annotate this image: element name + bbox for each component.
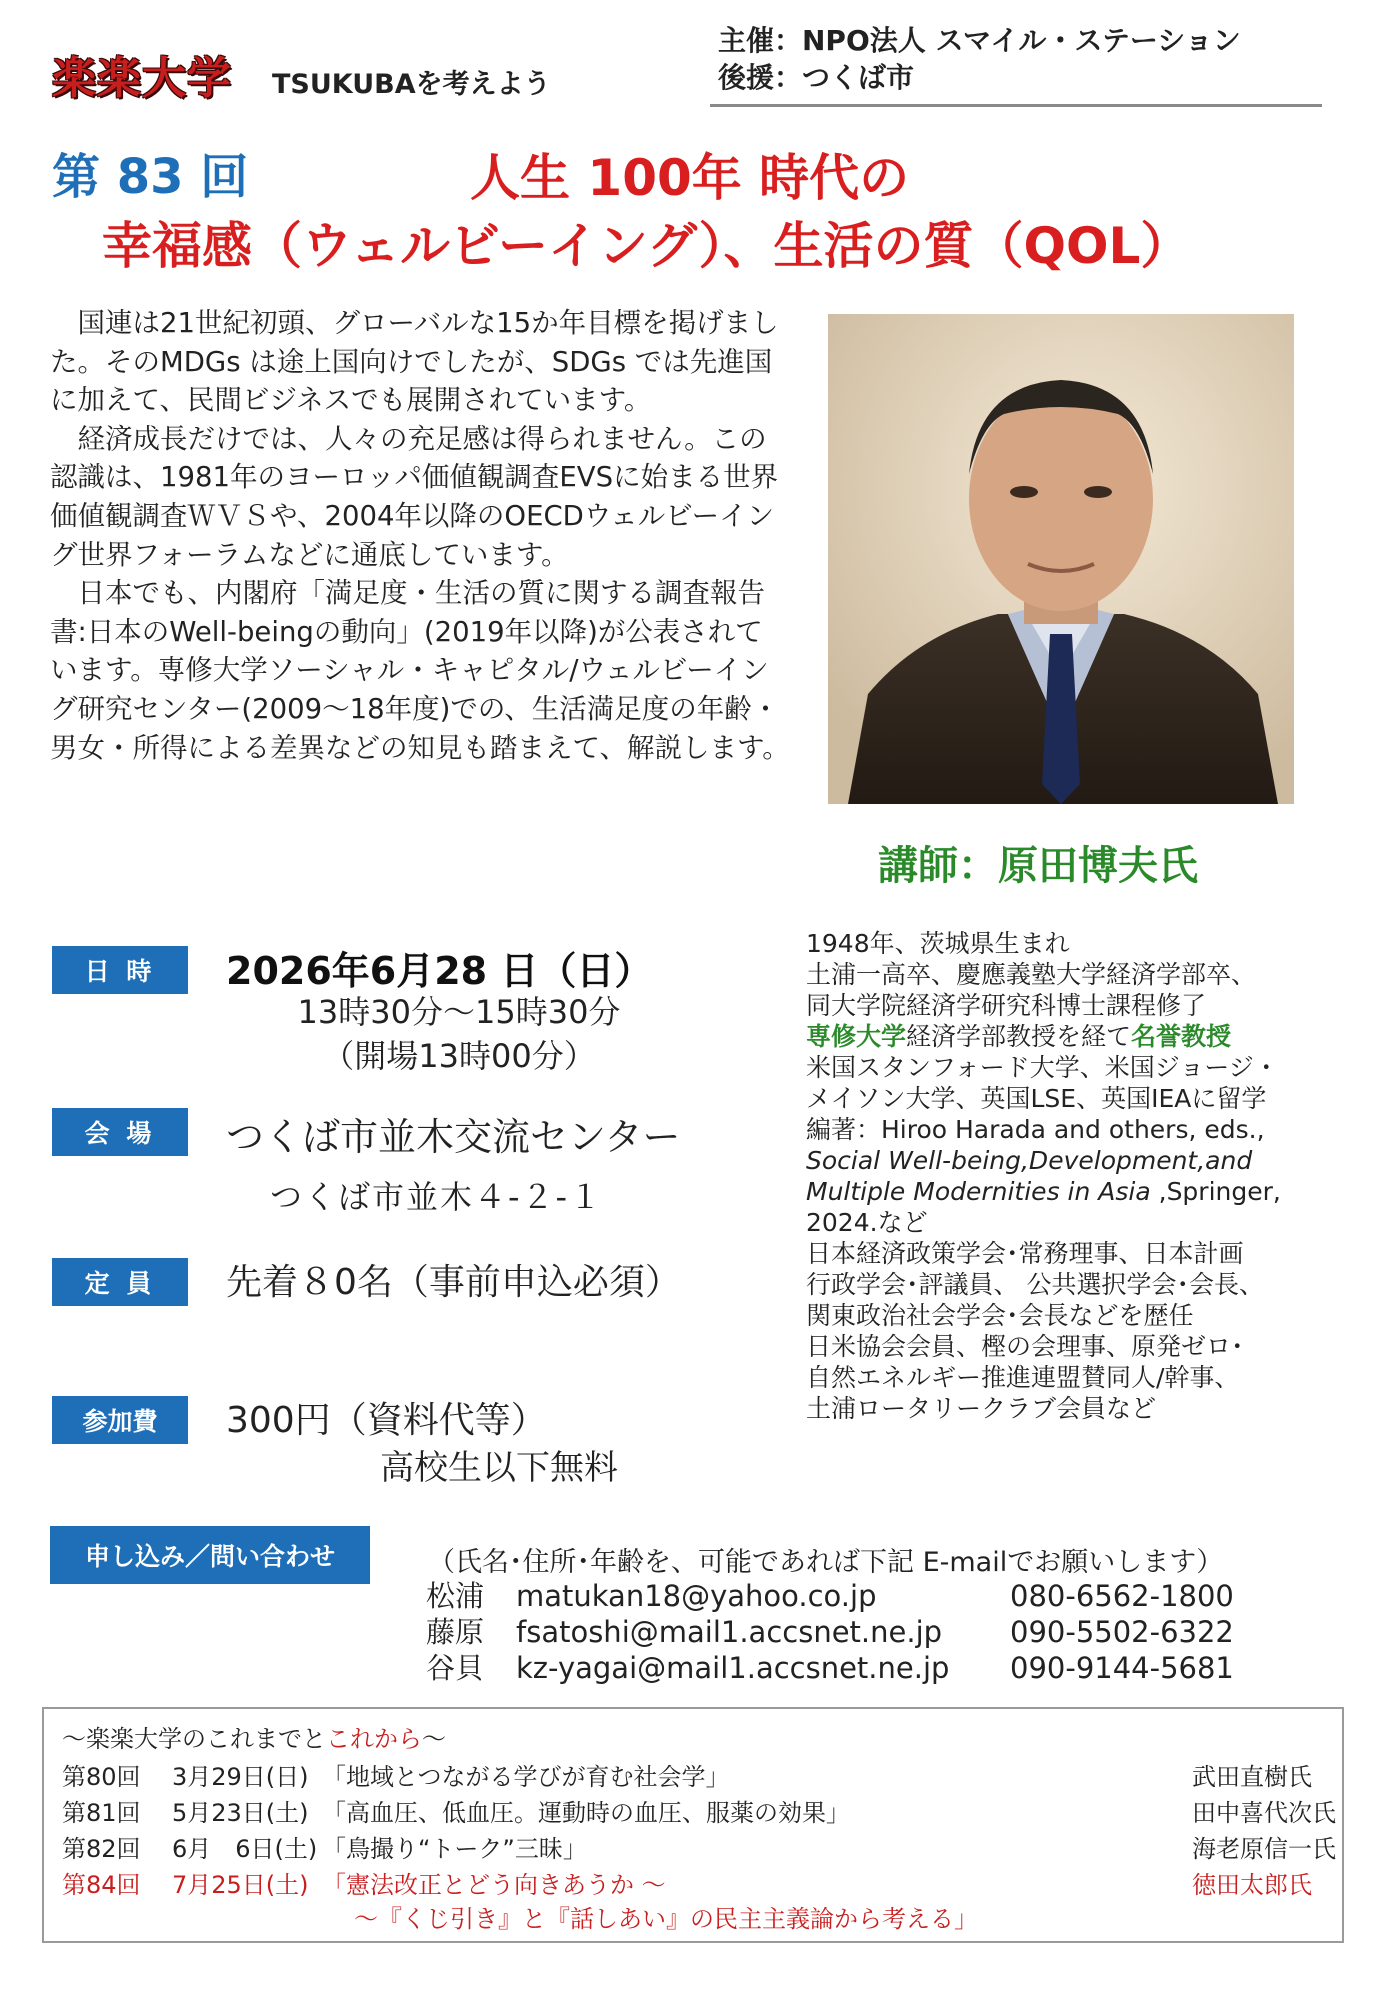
contact-phone: 090-5502-6322 [1010,1615,1234,1649]
session-number: 第 83 回 [52,149,249,205]
history-date: 7月25日(土) [172,1871,309,1899]
contact-row [426,1578,1234,1614]
venue-name: つくば市並木交流センター [226,1115,681,1159]
bio-line: 2024.など [806,1208,928,1237]
bio-text: 経済学部教授を経て [906,1022,1132,1051]
history-date: 3月29日(日) [172,1763,309,1791]
history-date: 5月23日(土) [172,1799,309,1827]
intro-paragraph: 経済成長だけでは、人々の充足感は得られません。この認識は、1981年のヨーロッパ価値観調査EVSに始まる世界価値観調査ＷＶＳや、2004年以降のOECDウェルビーイング世界フォーラムなどに通底しています。 [50,422,779,571]
history-speaker: 海老原信一氏 [1192,1835,1336,1863]
bio-line: Social Well-being,Development,and [806,1146,1253,1175]
history-number: 第81回 [62,1799,141,1827]
bio-line: 米国スタンフォード大学、米国ジョージ・ [806,1053,1279,1082]
organizer: 主催：NPO法人 スマイル・ステーション [718,24,1241,57]
contact-name: 松浦 [426,1579,485,1613]
history-title-text: ～楽楽大学のこれまでと [62,1725,326,1753]
lecturer-name: 講師：原田博夫氏 [878,843,1198,889]
event-date: 2026年6月28 日（日） [226,949,653,993]
bio-line: 同大学院経済学研究科博士課程修了 [806,991,1207,1020]
history-number: 第84回 [62,1871,141,1899]
bio-publisher: ,Springer, [1150,1177,1281,1206]
history-number: 第80回 [62,1763,141,1791]
history-topic: 「憲法改正とどう向きあうか ～ [322,1871,666,1899]
history-subtitle: ～『くじ引き』と『話しあい』の民主主義論から考える」 [354,1905,978,1933]
history-topic: 「高血圧、低血圧。運動時の血圧、服薬の効果」 [322,1799,850,1827]
contact-name: 谷貝 [426,1651,485,1685]
fee: 300円（資料代等） [226,1400,547,1441]
history-speaker: 徳田太郎氏 [1192,1871,1312,1899]
history-title-text: ～ [422,1725,446,1753]
bio-line: 土浦一高卒、慶應義塾大学経済学部卒、 [806,960,1257,989]
bio-line: 日本経済政策学会･常務理事、日本計画 [806,1239,1244,1268]
capacity-label: 定 員 [52,1258,188,1306]
bio-line: 編著：Hiroo Harada and others, eds., [806,1115,1265,1144]
contact-email[interactable]: kz-yagai@mail1.accsnet.ne.jp [516,1651,950,1685]
bio-book-title: Multiple Modernities in Asia [806,1177,1151,1206]
capacity: 先着８0名（事前申込必須） [226,1262,681,1303]
contact-phone: 080-6562-1800 [1010,1579,1234,1613]
doors-open: （開場13時00分） [322,1037,596,1075]
contact-label: 申し込み／問い合わせ [50,1526,370,1584]
intro-text [50,304,790,767]
contact-row [426,1650,1234,1686]
bio-line: 日米協会会員、樫の会理事、原発ゼロ･ [806,1332,1244,1361]
organizer-block [718,22,1241,96]
history-number: 第82回 [62,1835,141,1863]
history-box [42,1707,1344,1943]
logo: 楽楽大学 [52,53,232,104]
bio-line: 土浦ロータリークラブ会員など [806,1394,1157,1423]
history-topic: 「鳥撮り“トーク”三昧」 [322,1835,587,1863]
lecturer-photo [828,314,1294,804]
supporter: 後援：つくば市 [718,61,915,94]
bio-line: メイソン大学、英国LSE、英国IEAに留学 [806,1084,1267,1113]
contact-note: （氏名･住所･年齢を、可能であれば下記 E-mailでお願いします） [428,1547,1224,1578]
fee-note: 高校生以下無料 [380,1448,618,1488]
bio-line: 自然エネルギー推進連盟賛同人/幹事、 [806,1363,1240,1392]
contact-email[interactable]: matukan18@yahoo.co.jp [516,1579,877,1613]
event-time-block [276,990,642,1078]
history-title-highlight: これから [326,1725,422,1753]
history-speaker: 田中喜代次氏 [1192,1799,1336,1827]
contact-email[interactable]: fsatoshi@mail1.accsnet.ne.jp [516,1615,943,1649]
date-label: 日 時 [52,946,188,994]
bio-line: 行政学会･評議員、 公共選択学会･会長、 [806,1270,1264,1299]
venue-address: つくば市並木４-２-１ [270,1178,604,1216]
title-line-2: 幸福感（ウェルビーイング）、生活の質（QOL） [102,217,1191,275]
bio-university: 専修大学 [806,1022,907,1051]
bio-line: 関東政治社会学会･会長などを歴任 [806,1301,1194,1330]
history-speaker: 武田直樹氏 [1192,1763,1312,1791]
history-title [62,1719,446,1754]
history-date: 6月 6日(土) [172,1835,318,1863]
fee-label: 参加費 [52,1396,188,1444]
contact-list [426,1578,1234,1686]
header-divider [710,104,1322,107]
bio-line [806,1176,1346,1207]
venue-label: 会 場 [52,1108,188,1156]
history-row [62,1757,1332,1789]
contact-row [426,1614,1234,1650]
contact-phone: 090-9144-5681 [1010,1651,1234,1685]
intro-paragraph: 日本でも、内閣府「満足度・生活の質に関する調査報告書:日本のWell-beingの動向」(2019年以降)が公表されています。専修大学ソーシャル・キャピタル/ウェルビーイング研究センター(2009～18年度)での、生活満足度の年齢・男女・所得による差異などの知見も踏まえて、解説します。 [50,577,790,764]
bio-line: 1948年、茨城県生まれ [806,929,1070,958]
event-time: 13時30分～15時30分 [297,993,621,1031]
tagline: TSUKUBAを考えよう [272,69,551,100]
history-row [62,1829,1336,1863]
intro-paragraph: 国連は21世紀初頭、グローバルな15か年目標を掲げました。そのMDGs は途上国向けでしたが、SDGs では先進国に加えて、民間ビジネスでも展開されています。 [50,307,779,417]
history-row-upcoming [62,1865,1332,1897]
contact-name: 藤原 [426,1615,485,1649]
bio-emeritus: 名誉教授 [1131,1022,1232,1051]
bio-line [806,1021,1346,1052]
history-row [62,1793,1336,1827]
history-topic: 「地域とつながる学びが育む社会学」 [322,1763,730,1791]
title-line-1: 人生 100年 時代の [470,149,910,207]
lecturer-bio [806,928,1346,1424]
